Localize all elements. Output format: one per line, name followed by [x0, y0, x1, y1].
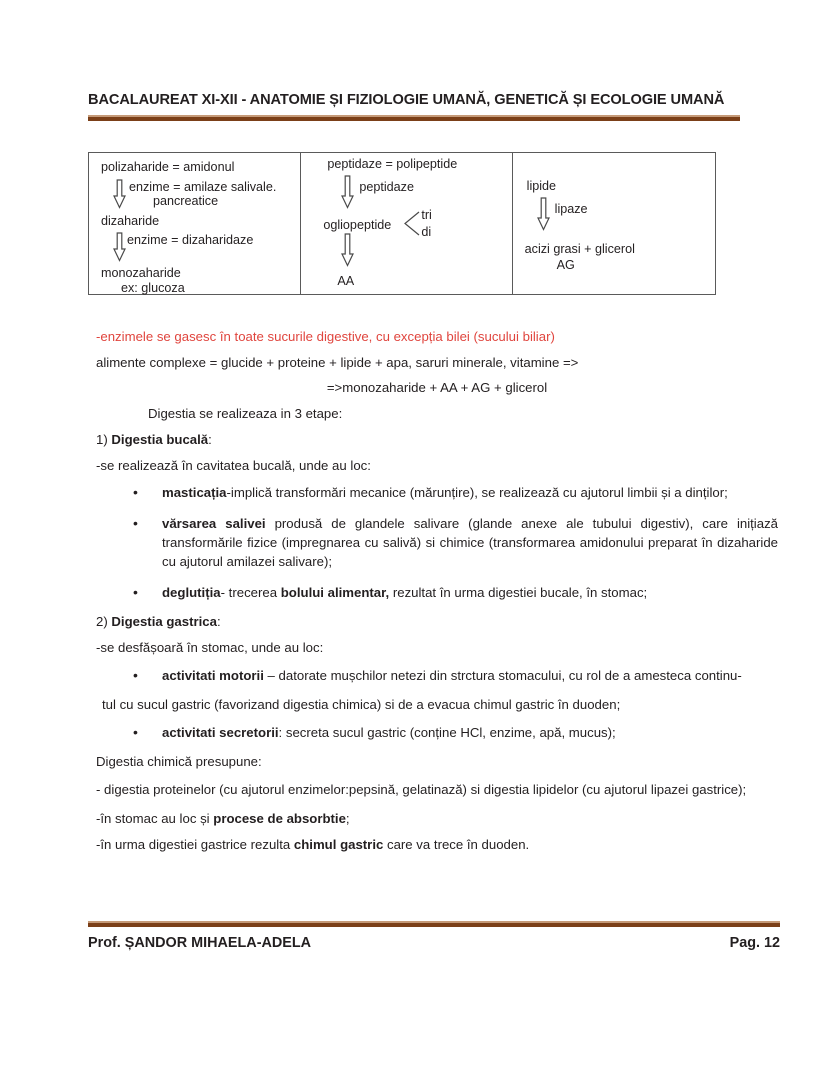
- down-arrow-icon: [341, 175, 354, 205]
- bullet-4-text: – datorate mușchilor netezi din strctura stomacului, cu rol de a amesteca continu-: [263, 667, 742, 683]
- absorption-line: [96, 812, 778, 825]
- bullet-4-term: activitati motorii: [162, 667, 264, 683]
- chyme-line: [96, 838, 778, 851]
- chemical-digestion-line: - digestia proteinelor (cu ajutorul enzimelor:pepsină, gelatinază) si digestia lipidelor (cu ajutorul lipazei gastrice);: [96, 781, 747, 797]
- down-arrow-icon: [113, 179, 126, 209]
- bullet-1-text: -implică transformări mecanice (mărunțire), se realizează cu ajutorul limbii și a dinților;: [226, 485, 728, 501]
- carb-line-1: polizaharide = amidonul: [101, 160, 235, 174]
- absorption-pre: -în stomac au loc și: [96, 810, 214, 826]
- prot-branch-1: tri: [421, 208, 432, 222]
- chyme-post: care va trece în duoden.: [383, 836, 530, 852]
- section-2-colon: :: [216, 614, 221, 630]
- gastric-bullet-list: [96, 667, 778, 686]
- branch-bracket-icon: [401, 210, 421, 236]
- bullet-5-text: : secreta sucul gastric (conține HCl, enzime, apă, mucus);: [278, 724, 616, 740]
- digestion-diagram-table: [88, 152, 716, 295]
- carb-line-3: monozaharide: [101, 266, 181, 280]
- diagram-cell-lipids: [513, 153, 715, 294]
- header-divider: [88, 115, 740, 121]
- diagram-cell-carbohydrates: [89, 153, 301, 294]
- section-1-title: Digestia bucală: [111, 431, 209, 447]
- list-item: [96, 484, 778, 503]
- stages-intro: Digestia se realizeaza in 3 etape:: [148, 406, 343, 422]
- absorption-term: procese de absorbtie: [213, 810, 346, 826]
- down-arrow-icon: [537, 197, 550, 227]
- section-1-heading: [96, 433, 778, 446]
- section-2-lead: -se desfășoară în stomac, unde au loc:: [96, 640, 324, 656]
- bucal-bullet-list: [96, 484, 778, 603]
- gastric-bullet-list-2: [96, 724, 778, 743]
- bullet-5-term: activitati secretorii: [162, 724, 279, 740]
- document-body: [96, 330, 778, 863]
- list-item: [96, 724, 778, 743]
- carb-line-4: ex: glucoza: [121, 281, 185, 295]
- bullet-2-text: produsă de glandele salivare (glande anexe ale tubului digestiv), care inițiază transformările fizice (impregnarea cu salivă) si chimice (transformarea amidonului preparat în dizaharide cu ajutorul amilazei salivare);: [162, 516, 778, 569]
- bullet-3-text: rezultat în urma digestiei bucale, în stomac;: [389, 585, 648, 601]
- carb-enzyme-1: enzime = amilaze salivale.: [129, 180, 277, 194]
- section-1-colon: :: [208, 431, 212, 447]
- bullet-3-term-2: bolului alimentar,: [280, 585, 390, 601]
- footer-row: [88, 935, 780, 951]
- carb-enzyme-1b: pancreatice: [153, 194, 219, 208]
- list-item: [96, 667, 778, 686]
- lipid-line-3: AG: [556, 258, 575, 272]
- chyme-term: chimul gastric: [293, 836, 384, 852]
- section-1-lead: -se realizează în cavitatea bucală, unde au loc:: [96, 457, 371, 473]
- prot-enzyme-1: peptidaze: [359, 180, 414, 194]
- section-2-heading: [96, 615, 778, 628]
- chemical-digestion-intro: Digestia chimică presupune:: [96, 753, 262, 769]
- bullet-3-term: deglutiția: [162, 585, 221, 601]
- diagram-cell-proteins: [301, 153, 512, 294]
- footer-page-number: Pag. 12: [729, 935, 780, 951]
- bullet-3-mid: - trecerea: [220, 585, 281, 601]
- bullet-1-term: masticația: [162, 485, 227, 501]
- continuation-line: tul cu sucul gastric (favorizand digestia chimica) si de a evacua chimul gastric în duoden;: [102, 697, 621, 713]
- chyme-pre: -în urma digestiei gastrice rezulta: [96, 836, 294, 852]
- list-item: [96, 584, 778, 603]
- lipid-enzyme-1: lipaze: [554, 202, 588, 216]
- prot-line-1: peptidaze = polipeptide: [327, 157, 458, 171]
- down-arrow-icon: [113, 232, 126, 262]
- carb-line-2: dizaharide: [101, 214, 160, 228]
- bullet-2-term: vărsarea salivei: [162, 516, 266, 532]
- breakdown-line: =>monozaharide + AA + AG + glicerol: [326, 380, 548, 396]
- footer-author: Prof. ȘANDOR MIHAELA-ADELA: [88, 935, 312, 951]
- prot-branch-2: di: [421, 225, 432, 239]
- lipid-line-1: lipide: [526, 179, 557, 193]
- prot-line-2: ogliopeptide: [323, 218, 392, 232]
- page-title: BACALAUREAT XI-XII - ANATOMIE ȘI FIZIOLOGIE UMANĂ, GENETICĂ ȘI ECOLOGIE UMANĂ: [88, 92, 725, 108]
- section-2-number: 2): [96, 614, 112, 630]
- lipid-line-2: acizi grasi + glicerol: [524, 242, 635, 256]
- section-1-number: 1): [96, 431, 112, 447]
- page-header: [88, 92, 740, 121]
- down-arrow-icon: [341, 233, 354, 263]
- footer-divider: [88, 921, 780, 927]
- page-footer: [88, 921, 780, 951]
- section-2-title: Digestia gastrica: [111, 614, 217, 630]
- complex-foods-line: alimente complexe = glucide + proteine + lipide + apa, saruri minerale, vitamine =>: [96, 354, 579, 370]
- carb-enzyme-2: enzime = dizaharidaze: [127, 233, 254, 247]
- enzymes-note: -enzimele se gasesc în toate sucurile digestive, cu excepția bilei (sucului biliar): [96, 329, 555, 344]
- list-item: [96, 515, 778, 571]
- absorption-post: ;: [345, 810, 350, 826]
- prot-line-3: AA: [337, 274, 355, 288]
